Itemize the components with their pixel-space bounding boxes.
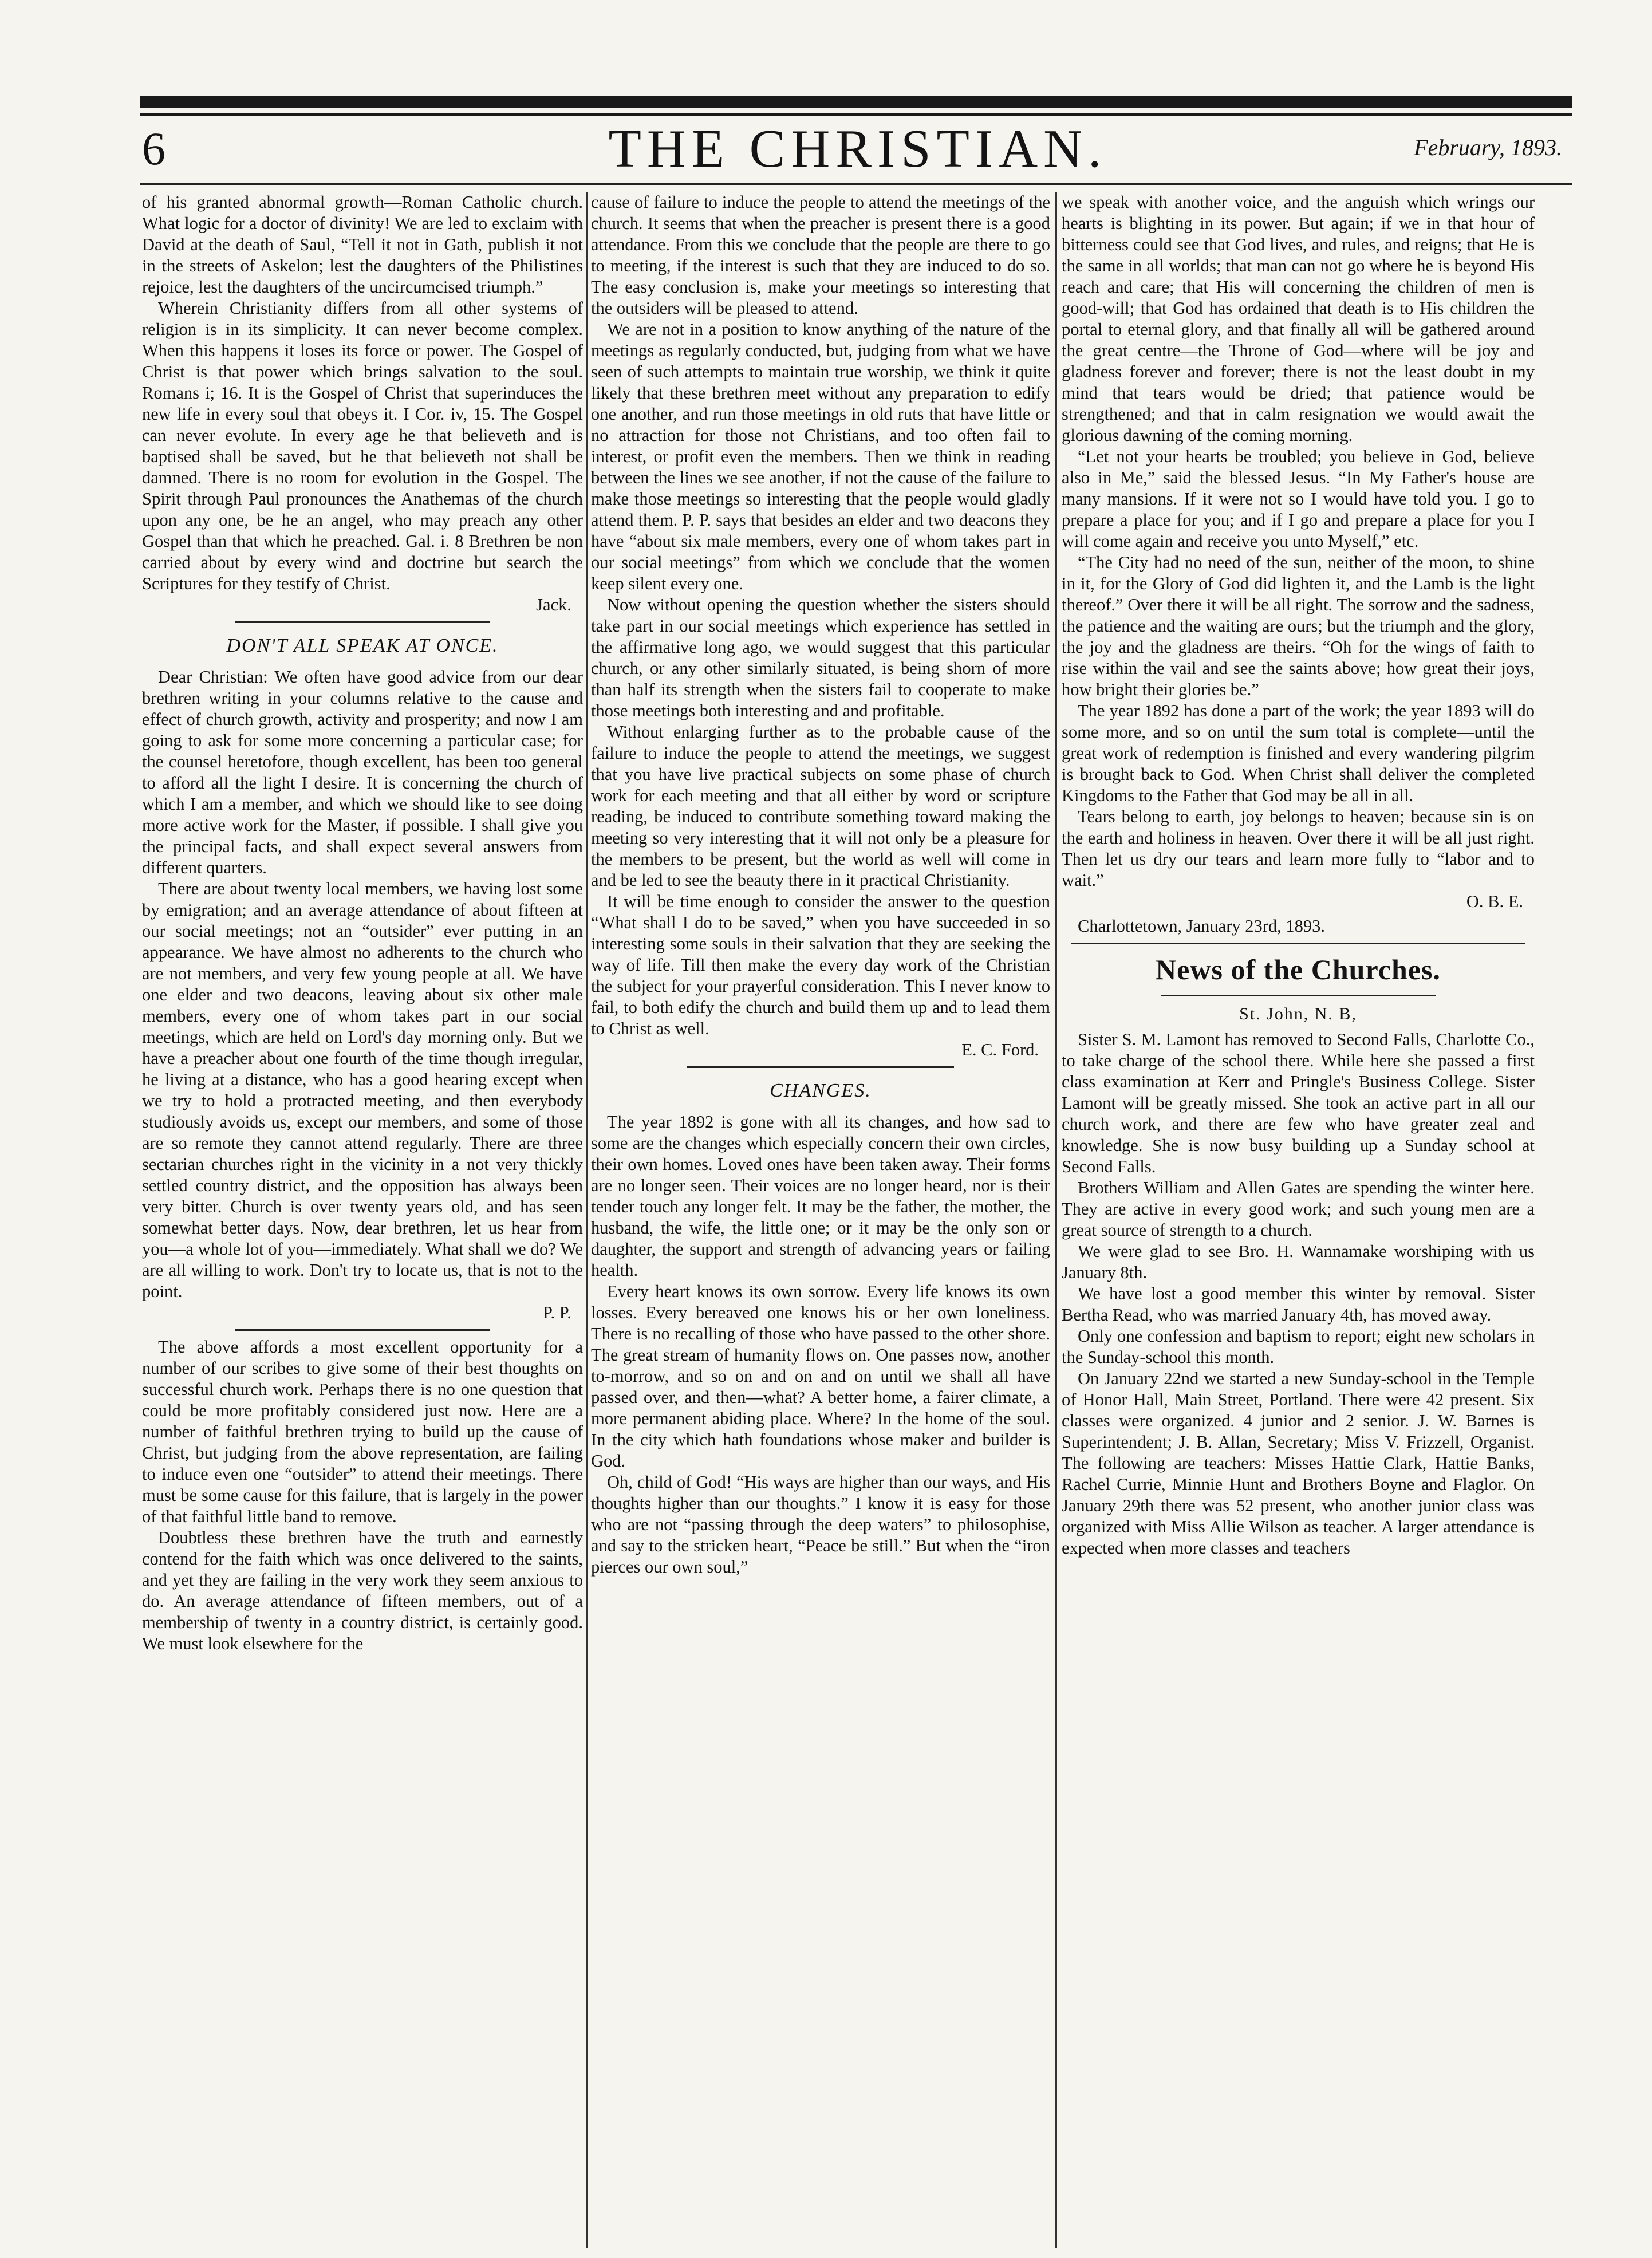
page-header: [142, 120, 1574, 180]
paragraph: Oh, child of God! “His ways are higher than our ways, and His thoughts higher than our thoughts.” I know it is easy for those who are not “passing through the deep waters” to philosophise, and say to the stricken heart, “Peace be still.” But when the “iron pierces our own soul,”: [591, 1472, 1050, 1577]
paragraph: Without enlarging further as to the probable cause of the failure to induce the people to attend the meetings, we suggest that you have live practical subjects on some phase of church work for each meeting and that all either by word or scripture reading, be induced to contribute something toward making the meeting so very interesting that it will not only be a pleasure for the members to be present, but the world as well will come in and be led to see the beauty there in it practical Christianity.: [591, 722, 1050, 890]
section-title: News of the Churches.: [1156, 953, 1441, 986]
column-divider: [1055, 192, 1057, 2248]
paragraph: Doubtless these brethren have the truth and earnestly contend for the faith which was once delivered to the saints, and yet they are failing in the very work they seem anxious to do. An average attendance of fifteen members, out of a membership of twenty in a country district, is certainly good. We must look elsewhere for the: [142, 1528, 583, 1653]
paragraph: We have lost a good member this winter by removal. Sister Bertha Read, who was married January 4th, has moved away.: [1062, 1284, 1535, 1325]
paragraph: Wherein Christianity differs from all other systems of religion is in its simplicity. It can never become complex. When this happens it loses its force or power. The Gospel of Christ is that power which brings salvation to the soul. Romans i; 16. It is the Gospel of Christ that superinduces the new life in every soul that obeys it. I Cor. iv, 15. The Gospel can never evolute. In every age he that believeth and is baptised shall be saved, but he that believeth not shall be damned. There is no room for evolution in the Gospel. The Spirit through Paul pronounces the Anathemas of the church upon any one, be he an angel, who may preach any other Gospel than that which he preached. Gal. i. 8 Brethren be non carried about by every wind and doctrine but search the Scriptures for they testify of Christ.: [142, 298, 583, 593]
column-1: [142, 192, 583, 2248]
paragraph: “The City had no need of the sun, neither of the moon, to shine in it, for the Glory of God did lighten it, and the Lamb is the light thereof.” Over there it will be all right. The sorrow and the sadness, the patience and the waiting are ours; but the triumph and the glory, the joy and the gladness are theirs. “Oh for the wings of faith to rise within the vail and see the saints above; how great their joys, how bright their glories be.”: [1062, 553, 1535, 699]
column-3: [1062, 192, 1535, 2248]
paragraph: cause of failure to induce the people to attend the meetings of the church. It seems that when the preacher is present there is a good attendance. From this we conclude that the people are there to go to meeting, if the interest is such that they are induced to do so. The easy conclusion is, make your meetings so interesting that the outsiders will be pleased to attend.: [591, 192, 1050, 318]
issue-date: February, 1893.: [1414, 135, 1562, 160]
section-rule: [1071, 943, 1525, 944]
masthead: THE CHRISTIAN.: [608, 119, 1107, 179]
top-rule-thick: [140, 96, 1572, 108]
paragraph: There are about twenty local members, we having lost some by emigration; and an average attendance of about fifteen at our social meetings; not an “outsider” ever putting in an appearance. We have almost no adherents to the church who are not members, and very few young people at all. We have one elder and two deacons, leaving about six other male members, every one of whom takes part in our social meetings, which are held on Lord's day morning only. But we have a preacher about one fourth of the time though irregular, he living at a distance, who has a good hearing except when we try to hold a protracted meeting, and then everybody studiously avoids us, except our members, and some of those are so remote they cannot attend regularly. There are three sectarian churches right in the vicinity in a not very thickly settled country district, and the opposition has always been very bitter. Church is over twenty years old, and has seen somewhat better days. Now, dear brethren, let us hear from you—a whole lot of you—immediately. What shall we do? We are all willing to work. Don't try to locate us, that is not to the point.: [142, 879, 583, 1301]
signature: E. C. Ford.: [961, 1040, 1039, 1059]
section-rule: [235, 621, 491, 623]
paragraph: The above affords a most excellent opportunity for a number of our scribes to give some of their best thoughts on successful church work. Perhaps there is no one question that could be more profitably considered just now. Here are a number of faithful brethren trying to build up the cause of Christ, but judging from the above representation, are failing to induce even one “outsider” to attend their meetings. There must be some cause for this failure, that is largely in the power of that faithful little band to remove.: [142, 1337, 583, 1526]
paragraph: we speak with another voice, and the anguish which wrings our hearts is blighting in its power. But again; if we in that hour of bitterness could see that God lives, and rules, and reigns; that He is the same in all worlds; that man can not go where he is beyond His reach and care; that His will concerning the children of men is good-will; that God has ordained that death is to His children the portal to eternal glory, and that finally all will be gathered around the great centre—the Throne of God—where will be joy and gladness forever and forever; there is not the least doubt in my mind that tears would be dried; that patience would be strengthened; and that in calm resignation we would await the glorious dawning of the coming morning.: [1062, 192, 1535, 445]
paragraph: We are not in a position to know anything of the nature of the meetings as regularly conducted, but, judging from what we have seen of such attempts to maintain true worship, we think it quite likely that these brethren meet without any preparation to edify one another, and run those meetings in old ruts that have little or no attraction for those not Christians, and too often fail to interest, or profit even the members. Then we think in reading between the lines we see another, if not the cause of the failure to make those meetings so interesting that the people would gladly attend them. P. P. says that besides an elder and two deacons they have “about six male members, every one of whom takes part in our social meetings” from which we conclude that the women keep silent every one.: [591, 320, 1050, 593]
paragraph: Tears belong to earth, joy belongs to heaven; because sin is on the earth and holiness in heaven. Over there it will be all just right. Then let us dry our tears and learn more fully to “labor and to wait.”: [1062, 807, 1535, 890]
header-rule: [140, 183, 1572, 185]
section-rule: [687, 1066, 953, 1068]
paragraph: Only one confession and baptism to report; eight new scholars in the Sunday-school this month.: [1062, 1326, 1535, 1367]
signature: O. B. E.: [1466, 892, 1523, 911]
column-divider: [586, 192, 588, 2248]
paragraph: Every heart knows its own sorrow. Every life knows its own losses. Every bereaved one knows his or her own loneliness. There is no recalling of those who have passed to the other shore. The great stream of humanity flows on. One passes now, another to-morrow, and so on and on and on until we shall all have passed over, and then—what? A better home, a fairer climate, a more permanent abiding place. Where? In the home of the soul. In the city which hath foundations whose maker and builder is God.: [591, 1282, 1050, 1471]
paragraph: The year 1892 is gone with all its changes, and how sad to some are the changes which especially concern their own circles, their own homes. Loved ones have been taken away. Their forms are no longer seen. Their voices are no longer heard, nor is their tender touch any longer felt. It may be the father, the mother, the husband, the wife, the little one; or it may be the only son or daughter, the support and strength of advancing years or failing health.: [591, 1112, 1050, 1280]
signature: Jack.: [536, 595, 571, 614]
paragraph: We were glad to see Bro. H. Wannamake worshiping with us January 8th.: [1062, 1242, 1535, 1282]
page-number: 6: [142, 123, 165, 175]
section-title: CHANGES.: [770, 1080, 872, 1101]
paragraph: It will be time enough to consider the answer to the question “What shall I do to be saved,” when you have succeeded in so interesting some souls in their salvation that they are seeking the way of life. Till then make the every day work of the Christian the subject for your prayerful consideration. This I never know to fail, to both edify the church and build them up and to lead them to Christ as well.: [591, 892, 1050, 1038]
column-2: [591, 192, 1050, 2248]
signature: P. P.: [542, 1303, 571, 1322]
paragraph: The year 1892 has done a part of the work; the year 1893 will do some more, and so on until the sum total is complete—until the great work of redemption is finished and every wandering pilgrim is brought back to God. When Christ shall deliver the completed Kingdoms to the Father that God may be all in all.: [1062, 701, 1535, 805]
dateline: Charlottetown, January 23rd, 1893.: [1078, 916, 1326, 936]
paragraph: On January 22nd we started a new Sunday-school in the Temple of Honor Hall, Main Street, Portland. There were 42 present. Six classes were organized. 4 junior and 2 senior. J. W. Barnes is Superintendent; J. B. Allan, Secretary; Miss V. Frizzell, Organist. The following are teachers: Misses Hattie Clark, Hattie Banks, Rachel Currie, Minnie Hunt and Brothers Boyne and Flaglor. On January 29th there was 52 present, who another junior class was organized with Miss Allie Wilson as teacher. A larger attendance is expected when more classes and teachers: [1062, 1369, 1535, 1558]
paragraph: Now without opening the question whether the sisters should take part in our social meetings which experience has settled in the affirmative long ago, we would suggest that this particular church, or any other similarly situated, is being shorn of more than half its strength when the sisters fail to cooperate to make those meetings both interesting and and profitable.: [591, 595, 1050, 720]
paragraph: “Let not your hearts be troubled; you believe in God, believe also in Me,” said the blessed Jesus. “In My Father's house are many mansions. If it were not so I would have told you. I go to prepare a place for you; and if I go and prepare a place for you I will come again and receive you unto Myself,” etc.: [1062, 447, 1535, 551]
paragraph: Brothers William and Allen Gates are spending the winter here. They are active in every good work; and such young men are a great source of strength to a church.: [1062, 1178, 1535, 1240]
paragraph: Sister S. M. Lamont has removed to Second Falls, Charlotte Co., to take charge of the school there. While here she passed a first class examination at Kerr and Pringle's Business College. Sister Lamont will be greatly missed. She took an active part in all our church work, and there are few who have greater zeal and knowledge. She is now busy building up a Sunday school at Second Falls.: [1062, 1030, 1535, 1176]
section-title: DON'T ALL SPEAK AT ONCE.: [226, 635, 499, 656]
section-rule: [1161, 995, 1435, 996]
top-rule-thin: [140, 113, 1572, 116]
section-rule: [235, 1329, 491, 1331]
dateline: St. John, N. B,: [1239, 1004, 1357, 1023]
paragraph: of his granted abnormal growth—Roman Catholic church. What logic for a doctor of divinity! We are led to exclaim with David at the death of Saul, “Tell it not in Gath, publish it not in the streets of Askelon; lest the daughters of the Philistines rejoice, lest the daughters of the uncircumcised triumph.”: [142, 192, 583, 297]
paragraph: Dear Christian: We often have good advice from our dear brethren writing in your columns relative to the cause and effect of church growth, activity and prosperity; and now I am going to ask for some more concerning a particular case; for the counsel heretofore, though excellent, has been too general to afford all the light I desire. It is concerning the church of which I am a member, and which we should like to see doing more active work for the Master, if possible. I shall give you the principal facts, and shall expect several answers from different quarters.: [142, 667, 583, 877]
